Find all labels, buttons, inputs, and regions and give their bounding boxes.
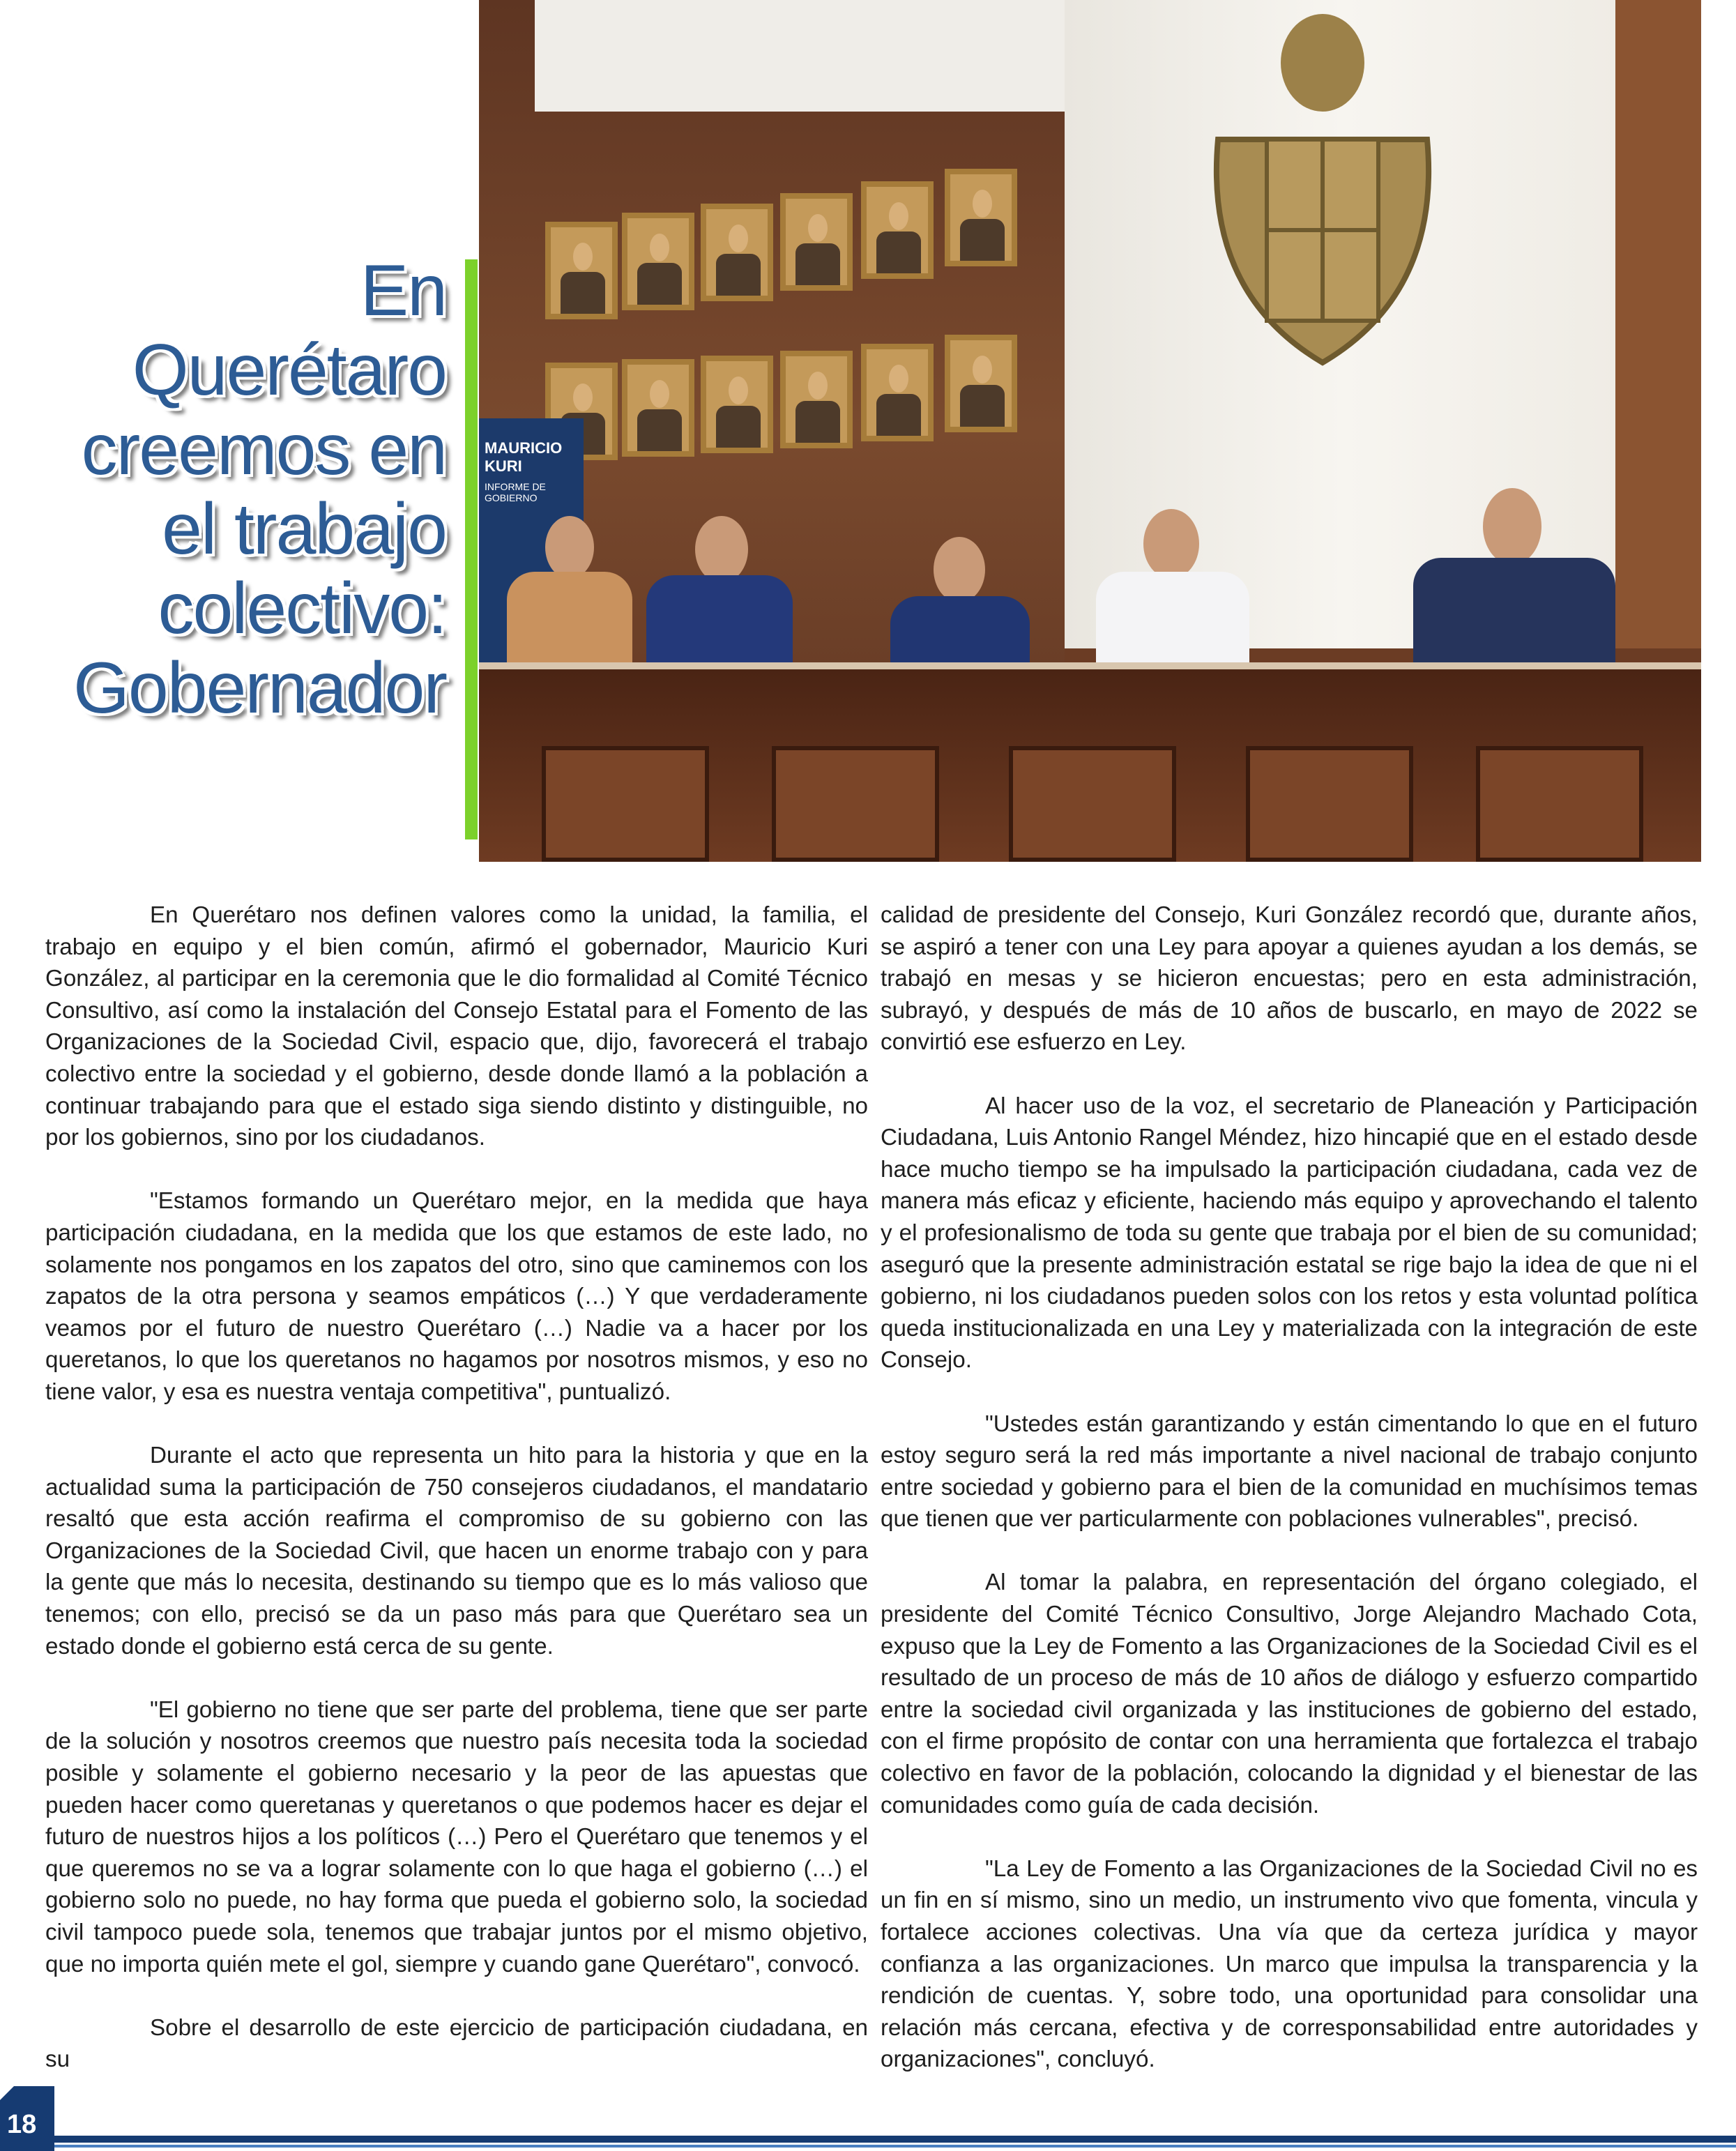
- speaker-1: [507, 516, 632, 676]
- speaker-2: [646, 516, 793, 676]
- portrait: [701, 356, 773, 453]
- coat-of-arms-icon: [1176, 0, 1469, 390]
- portrait: [622, 359, 694, 457]
- article-paragraph: Al hacer uso de la voz, el secretario de Planeación y Participación Ciudadana, Luis Antonio Rangel Méndez, hizo hincapié que en el estado desde hace mucho tiempo se ha impulsado la participación ciudadana, cada vez de manera más eficaz y eficiente, haciendo más equipo y aprovechando el talento y el profesionalismo de toda su gente que trabaja por el bien de su comunidad; aseguró que la presente administración estatal se rige bajo la idea de que ni el gobierno, ni los ciudadanos pueden solos con los retos y esta voluntad política queda institucionalizada en una Ley y materializada con la integración de este Consejo.: [881, 1093, 1698, 1374]
- article-paragraph: "Ustedes están garantizando y están cimentando lo que en el futuro estoy seguro será la red más importante a nivel nacional de trabajo conjunto entre sociedad y gobierno para el bien de la comunidad en muchísimos temas que tienen que ver particularmente con poblaciones vulnerables", precisó.: [881, 1411, 1698, 1533]
- banner-subtitle: INFORME DE GOBIERNO: [485, 481, 546, 503]
- headline-line: colectivo:: [158, 568, 446, 649]
- article-left-column: [45, 899, 868, 2108]
- speaker-3: [890, 537, 1030, 676]
- article-paragraph: "La Ley de Fomento a las Organizaciones de la Sociedad Civil no es un fin en sí mismo, sino un medio, un instrumento vivo que fomenta, vincula y fortalece acciones colectivas. Una vía que da certeza jurídica y mayor confianza a las organizaciones. Un marco que impulsa la transparencia y la rendición de cuentas. Y, sobre todo, una oportunidad para consolidar una relación más cercana, efectiva y de corresponsabilidad entre autoridades y organizaciones", concluyó.: [881, 1855, 1698, 2073]
- article-paragraph: Al tomar la palabra, en representación del órgano colegiado, el presidente del Comité Técnico Consultivo, Jorge Alejandro Machado Cota, expuso que la Ley de Fomento a las Organizaciones de la Sociedad Civil es el resultado de un proceso de más de 10 años de diálogo y esfuerzo compartido entre la sociedad civil organizada y las instituciones de gobierno del estado, con el firme propósito de contar con una herramienta que fortalezca el trabajo colectivo en favor de la población, colocando la dignidad y el bienestar de las comunidades como guía de cada decisión.: [881, 1569, 1698, 1818]
- table-panel: [1476, 746, 1643, 862]
- portrait: [545, 222, 618, 319]
- footer-rule-thin: [54, 2145, 1736, 2148]
- headline-line: En: [360, 250, 446, 331]
- article-paragraph: "Estamos formando un Querétaro mejor, en la medida que haya participación ciudadana, en la medida que los que estamos de este lado, no solamente nos pongamos en los zapatos del otro, sino que caminemos con los zapatos de la otra persona y seamos empáticos (…) Y que verdaderamente veamos por el futuro de nuestro Querétaro (…) Nadie va a hacer por los queretanos, lo que los queretanos no hagamos por nosotros mismos, y eso no tiene valor, y esa es nuestra ventaja competitiva", puntualizó.: [45, 1188, 868, 1405]
- article-paragraph: En Querétaro nos definen valores como la unidad, la familia, el trabajo en equipo y el bien común, afirmó el gobernador, Mauricio Kuri González, al participar en la ceremonia que le dio formalidad al Comité Técnico Consultivo, así como la instalación del Consejo Estatal para el Fomento de las Organizaciones de la Sociedad Civil, espacio que, dijo, favorecerá el trabajo colectivo entre la sociedad y el gobierno, desde donde llamó a la población a continuar trabajando para que el estado siga siendo distinto y distinguible, no por los gobiernos, sino por los ciudadanos.: [45, 902, 868, 1151]
- article-paragraph: "El gobierno no tiene que ser parte del problema, tiene que ser parte de la solución y nosotros creemos que nuestro país necesita toda la sociedad posible y solamente el gobierno necesario y la peor de las apuestas que pueden hacer como queretanas y queretanos o que podemos hacer es dejar el futuro de nuestros hijos a los políticos (…) Pero el Querétaro que tenemos y el que queremos no se va a lograr solamente con lo que haga el gobierno (…) el gobierno solo no puede, no hay forma que pueda el gobierno solo, la sociedad civil tampoco puede sola, tenemos que trabajar juntos por el mismo objetivo, que no importa quién mete el gol, siempre y cuando gane Querétaro", convocó.: [45, 1696, 868, 1977]
- article-right-column: [881, 899, 1698, 2108]
- portrait: [945, 169, 1017, 266]
- headline-line: creemos en: [81, 409, 446, 490]
- page-number: 18: [7, 2110, 37, 2139]
- portrait: [701, 204, 773, 301]
- portrait: [861, 344, 934, 441]
- portrait: [861, 181, 934, 279]
- banner-title: MAURICIO KURI: [485, 439, 563, 475]
- headline-line: el trabajo: [162, 489, 446, 570]
- speaker-governor: [1096, 509, 1249, 676]
- article-paragraph: Sobre el desarrollo de este ejercicio de participación ciudadana, en su: [45, 2014, 868, 2073]
- portrait: [622, 213, 694, 310]
- headline: [28, 251, 446, 728]
- table-panel: [1246, 746, 1413, 862]
- footer-rule: [54, 2136, 1736, 2143]
- table-panel: [542, 746, 709, 862]
- ceiling: [535, 0, 1065, 112]
- speaker-5: [1413, 488, 1615, 683]
- portrait: [945, 335, 1017, 432]
- table-panel: [772, 746, 939, 862]
- article-paragraph-continued: calidad de presidente del Consejo, Kuri González recordó que, durante años, se aspiró a tener con una Ley para apoyar a quienes ayudan a los demás, se trabajó en mesas y se hicieron encuestas; pero en esta administración, subrayó, y después de más de 10 años de buscarlo, en mayo de 2022 se convirtió ese esfuerzo en Ley.: [881, 902, 1698, 1056]
- headline-line: Gobernador: [73, 648, 446, 729]
- portrait: [780, 193, 853, 291]
- table-panel: [1009, 746, 1176, 862]
- article-paragraph: Durante el acto que representa un hito para la historia y que en la actualidad suma la participación de 750 consejeros ciudadanos, el mandatario resaltó que esta acción reafirma el compromiso de su gobierno con las Organizaciones de la Sociedad Civil, que hacen un enorme trabajo con y para la gente que más lo necesita, destinando su tiempo que es lo más valioso que tenemos; con ello, precisó se da un paso más para que Querétaro sea un estado donde el gobierno está cerca de su gente.: [45, 1443, 868, 1659]
- portrait: [780, 351, 853, 448]
- headline-line: Querétaro: [132, 330, 446, 411]
- accent-bar: [465, 259, 478, 839]
- event-photo: [479, 0, 1701, 862]
- wood-pillar: [1615, 0, 1701, 648]
